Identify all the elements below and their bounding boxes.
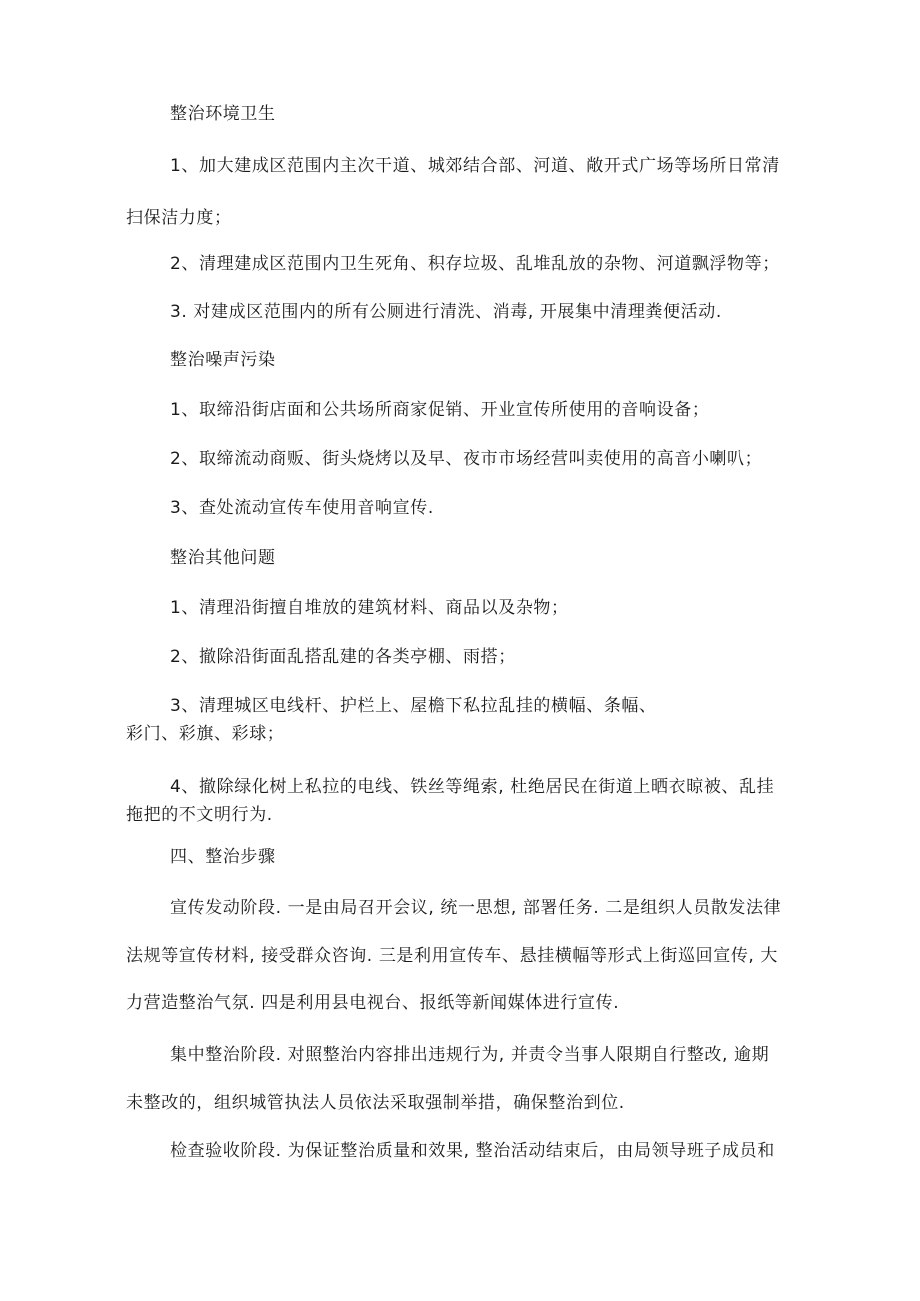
paragraph-line: 力营造整治气氛. 四是利用县电视台、报纸等新闻媒体进行宣传.	[126, 993, 620, 1013]
paragraph-line: 2、取缔流动商贩、街头烧烤以及早、夜市市场经营叫卖使用的高音小喇叭；	[170, 449, 763, 469]
paragraph-line: 1、清理沿街擅自堆放的建筑材料、商品以及杂物；	[170, 598, 569, 618]
paragraph-line: 2、清理建成区范围内卫生死角、积存垃圾、乱堆乱放的杂物、河道飘浮物等；	[170, 254, 780, 274]
paragraph-line: 检查验收阶段. 为保证整治质量和效果, 整治活动结束后，由局领导班子成员和	[170, 1141, 775, 1161]
paragraph-line: 3、清理城区电线杆、护栏上、屋檐下私拉乱挂的横幅、条幅、	[170, 696, 657, 716]
paragraph-line: 2、撤除沿街面乱搭乱建的各类亭棚、雨搭；	[170, 647, 516, 667]
paragraph-line: 1、取缔沿街店面和公共场所商家促销、开业宣传所使用的音响设备；	[170, 400, 710, 420]
paragraph-line: 拖把的不文明行为.	[126, 805, 273, 825]
section-heading-hygiene: 整治环境卫生	[170, 104, 276, 124]
paragraph-line: 扫保洁力度；	[126, 208, 232, 228]
paragraph-line: 1、加大建成区范围内主次干道、城郊结合部、河道、敞开式广场等场所日常清	[170, 156, 780, 176]
section-heading-noise: 整治噪声污染	[170, 350, 276, 370]
paragraph-line: 3. 对建成区范围内的所有公厕进行清洗、消毒, 开展集中清理粪便活动.	[170, 302, 722, 322]
steps-heading: 四、整治步骤	[170, 847, 276, 867]
paragraph-line: 未整改的，组织城管执法人员依法采取强制举措，确保整治到位.	[126, 1093, 625, 1113]
paragraph-line: 宣传发动阶段. 一是由局召开会议, 统一思想, 部署任务. 二是组织人员散发法律	[170, 898, 782, 918]
paragraph-line: 彩门、彩旗、彩球；	[126, 724, 285, 744]
paragraph-line: 集中整治阶段. 对照整治内容排出违规行为, 并责令当事人限期自行整改, 逾期	[170, 1045, 770, 1065]
paragraph-line: 3、查处流动宣传车使用音响宣传.	[170, 498, 434, 518]
paragraph-line: 法规等宣传材料, 接受群众咨询. 三是利用宣传车、悬挂横幅等形式上街巡回宣传, 大	[126, 946, 779, 966]
section-heading-other: 整治其他问题	[170, 548, 276, 568]
paragraph-line: 4、撤除绿化树上私拉的电线、铁丝等绳索, 杜绝居民在街道上晒衣晾被、乱挂	[170, 777, 775, 797]
